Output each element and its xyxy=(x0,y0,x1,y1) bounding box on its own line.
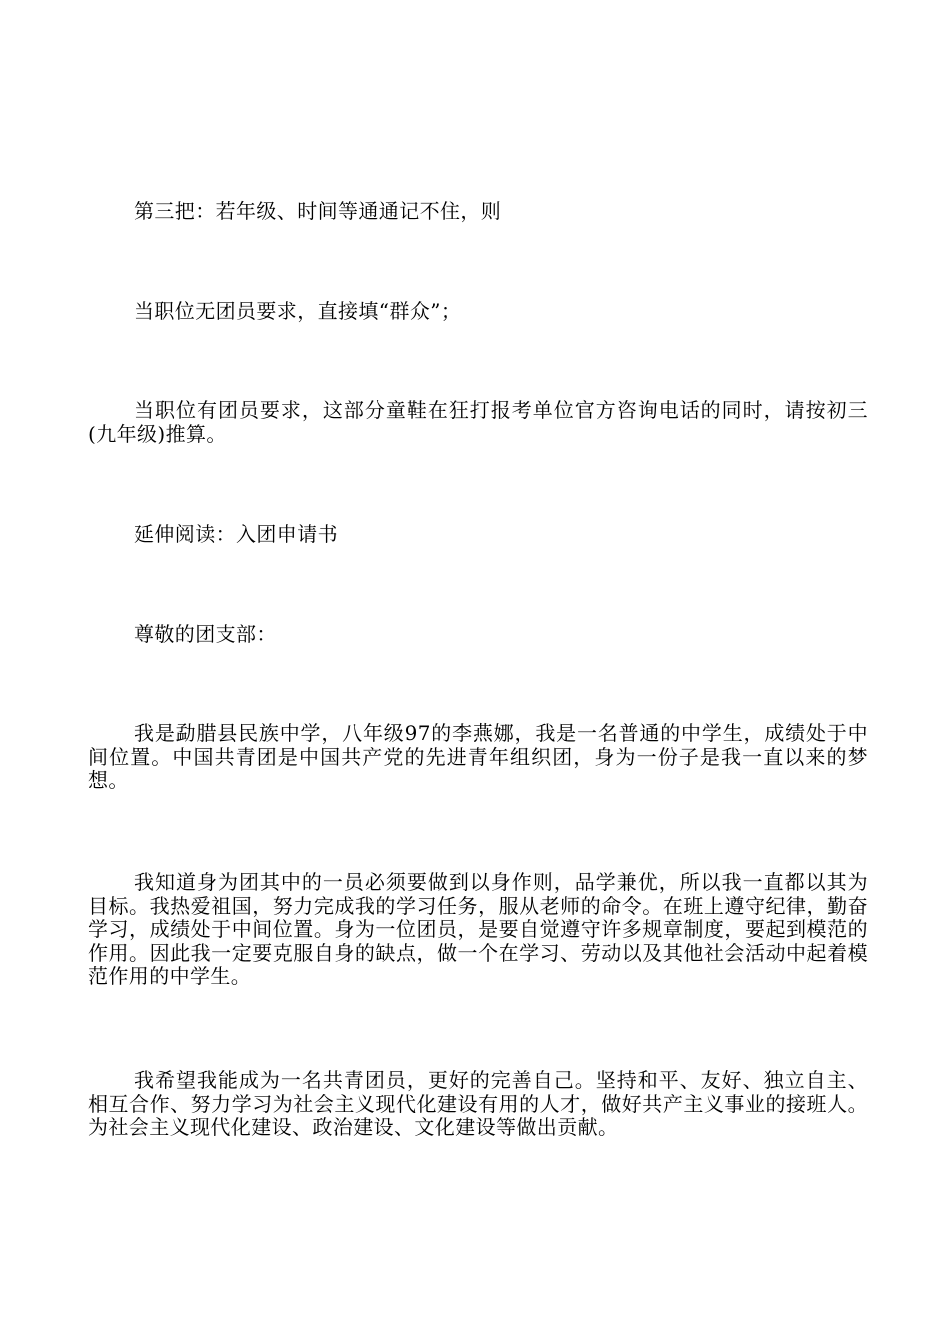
letter-paragraph-aspiration: 我希望我能成为一名共青团员，更好的完善自己。坚持和平、友好、独立自主、相互合作、努力学习为社会主义现代化建设有用的人才，做好共产主义事业的接班人。为社会主义现代化建设、政治建设、文化建设等做出贡献。 xyxy=(88,1068,868,1139)
paragraph-extended-reading: 延伸阅读：入团申请书 xyxy=(134,522,338,546)
paragraph-no-member-requirement: 当职位无团员要求，直接填“群众”； xyxy=(134,299,462,323)
letter-salutation: 尊敬的团支部： xyxy=(134,622,277,646)
paragraph-registration-tip: 第三把：若年级、时间等通通记不住，则 xyxy=(134,199,502,223)
letter-paragraph-commitment: 我知道身为团其中的一员必须要做到以身作则，品学兼优，所以我一直都以其为目标。我热爱祖国，努力完成我的学习任务，服从老师的命令。在班上遵守纪律，勤奋学习，成绩处于中间位置。身为一位团员，是要自觉遵守许多规章制度，要起到模范的作用。因此我一定要克服自身的缺点，做一个在学习、劳动以及其他社会活动中起着模范作用的中学生。 xyxy=(88,870,868,988)
paragraph-member-requirement: 当职位有团员要求，这部分童鞋在狂打报考单位官方咨询电话的同时，请按初三(九年级)推算。 xyxy=(88,398,868,446)
letter-paragraph-intro: 我是勐腊县民族中学，八年级97的李燕娜，我是一名普通的中学生，成绩处于中间位置。中国共青团是中国共产党的先进青年组织团，身为一份子是我一直以来的梦想。 xyxy=(88,721,868,792)
